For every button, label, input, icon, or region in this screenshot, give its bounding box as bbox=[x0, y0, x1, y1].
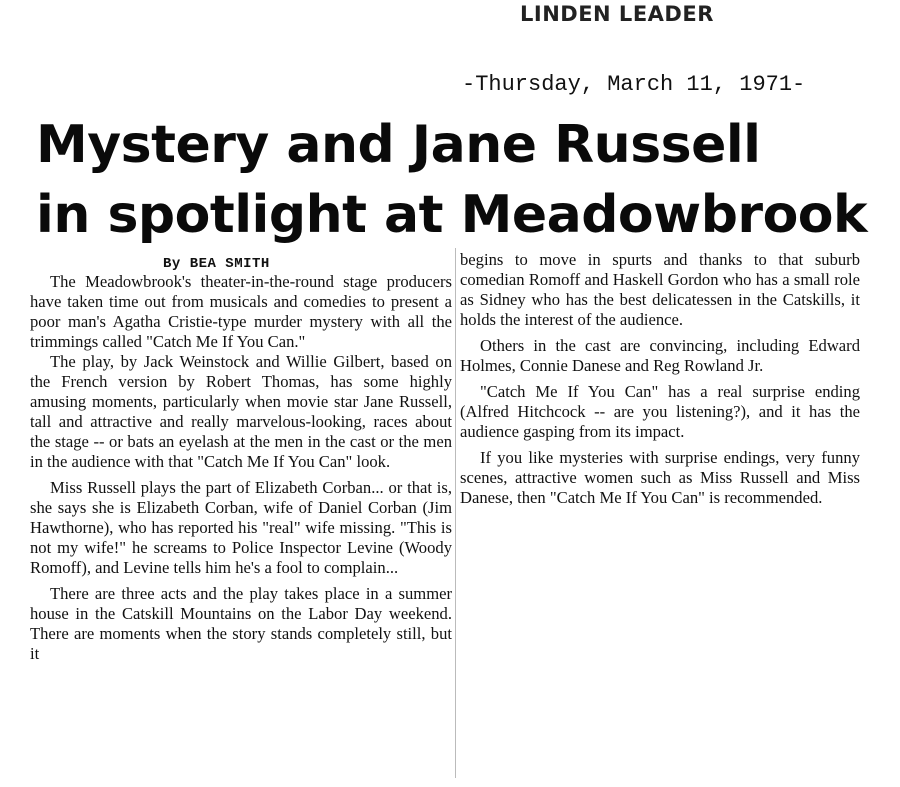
article-paragraph: begins to move in spurts and thanks to that suburb comedian Romoff and Haskell Gordon who has a small role as Sidney who has the best delicatessen in the Catskills, it holds the interest of the audience. bbox=[460, 250, 860, 329]
article-paragraph: If you like mysteries with surprise endings, very funny scenes, attractive women such as Miss Russell and Miss Danese, then "Catch Me If You Can" is recommended. bbox=[460, 448, 860, 507]
article-byline: By BEA SMITH bbox=[163, 256, 270, 272]
article-paragraph: Miss Russell plays the part of Elizabeth Corban... or that is, she says she is Elizabeth Corban, wife of Daniel Corban (Jim Hawthorne), who has reported his "real" wife missing. "This is not my wife!" he screams to Police Inspector Levine (Woody Romoff), and Levine tells him he's a fool to complain... bbox=[30, 478, 452, 577]
newspaper-masthead: LINDEN LEADER bbox=[520, 2, 714, 26]
headline-line-2: in spotlight at Meadowbrook bbox=[36, 185, 868, 245]
article-column-left bbox=[30, 248, 452, 664]
article-paragraph: Others in the cast are convincing, including Edward Holmes, Connie Danese and Reg Rowland Jr. bbox=[460, 336, 860, 375]
headline-line-1: Mystery and Jane Russell bbox=[36, 115, 761, 175]
article-column-right bbox=[460, 250, 860, 508]
publication-date: -Thursday, March 11, 1971- bbox=[462, 72, 806, 97]
article-paragraph: The Meadowbrook's theater-in-the-round stage producers have taken time out from musicals and comedies to present a poor man's Agatha Cristie-type murder mystery with all the trimmings called "Catch Me If You Can." bbox=[30, 272, 452, 351]
article-headline bbox=[36, 110, 876, 250]
article-paragraph: The play, by Jack Weinstock and Willie Gilbert, based on the French version by Robert Thomas, has some highly amusing moments, particularly when movie star Jane Russell, tall and attractive and really marvelous-looking, races about the stage -- or bats an eyelash at the men in the cast or the men in the audience with that "Catch Me If You Can" look. bbox=[30, 352, 452, 471]
article-paragraph: There are three acts and the play takes place in a summer house in the Catskill Mountains on the Labor Day weekend. There are moments when the story stands completely still, but it bbox=[30, 584, 452, 663]
article-paragraph: "Catch Me If You Can" has a real surprise ending (Alfred Hitchcock -- are you listening?), and it has the audience gasping from its impact. bbox=[460, 382, 860, 441]
column-divider bbox=[455, 248, 456, 778]
